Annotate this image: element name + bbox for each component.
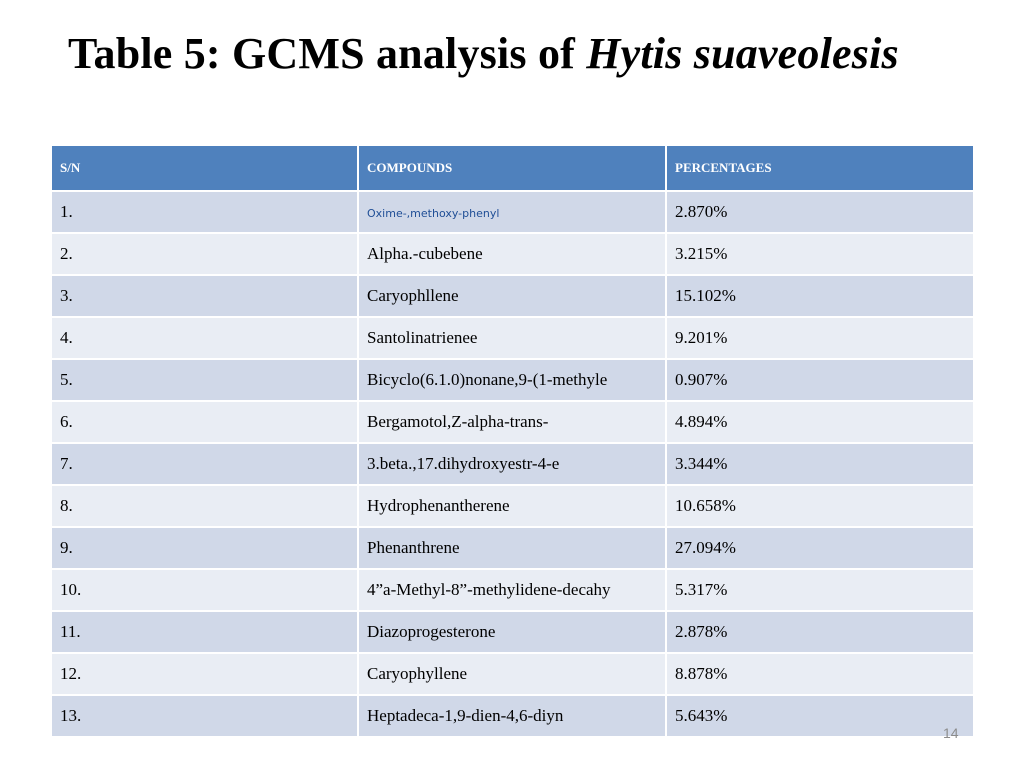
table-row: [51, 359, 974, 401]
compound-name: Diazoprogesterone: [367, 622, 496, 641]
cell-percentage: 2.878%: [666, 611, 974, 653]
page-number: 14: [943, 725, 959, 741]
cell-percentage: 3.344%: [666, 443, 974, 485]
cell-percentage: 0.907%: [666, 359, 974, 401]
cell-percentage: 9.201%: [666, 317, 974, 359]
title-species: Hytis suaveolesis: [586, 29, 899, 78]
compound-name: Caryophllene: [367, 286, 459, 305]
cell-sn: 5.: [51, 359, 358, 401]
cell-compound: [358, 485, 666, 527]
table-row: [51, 485, 974, 527]
cell-compound: [358, 359, 666, 401]
table-row: [51, 527, 974, 569]
table-row: [51, 611, 974, 653]
cell-compound: [358, 401, 666, 443]
cell-percentage: 5.643%: [666, 695, 974, 737]
cell-percentage: 27.094%: [666, 527, 974, 569]
table-row: [51, 275, 974, 317]
cell-sn: 7.: [51, 443, 358, 485]
compound-name: Caryophyllene: [367, 664, 468, 683]
compound-name: Alpha.-cubebene: [367, 244, 483, 263]
cell-percentage: 2.870%: [666, 191, 974, 233]
compound-name: Phenanthrene: [367, 538, 460, 557]
cell-percentage: 15.102%: [666, 275, 974, 317]
title-text: Table 5: GCMS analysis of: [68, 29, 587, 78]
table-row: [51, 569, 974, 611]
compound-name: Santolinatrienee: [367, 328, 478, 347]
cell-compound: [358, 275, 666, 317]
cell-percentage: 8.878%: [666, 653, 974, 695]
cell-sn: 11.: [51, 611, 358, 653]
cell-compound: [358, 611, 666, 653]
table-row: [51, 191, 974, 233]
cell-compound: [358, 569, 666, 611]
cell-compound: [358, 695, 666, 737]
cell-compound: [358, 443, 666, 485]
table-row: [51, 401, 974, 443]
compound-name: Bicyclo(6.1.0)nonane,9-(1-methyle: [367, 370, 608, 389]
compound-name: Hydrophenantherene: [367, 496, 510, 515]
cell-sn: 6.: [51, 401, 358, 443]
slide-title: [68, 28, 899, 79]
cell-sn: 13.: [51, 695, 358, 737]
table-body: [51, 191, 974, 737]
cell-sn: 2.: [51, 233, 358, 275]
cell-sn: 1.: [51, 191, 358, 233]
cell-sn: 3.: [51, 275, 358, 317]
cell-compound: [358, 317, 666, 359]
header-percentages: PERCENTAGES: [666, 145, 974, 191]
cell-sn: 8.: [51, 485, 358, 527]
table-row: [51, 317, 974, 359]
cell-percentage: 4.894%: [666, 401, 974, 443]
compound-name: Bergamotol,Z-alpha-trans-: [367, 412, 549, 431]
table-row: [51, 695, 974, 737]
table-row: [51, 443, 974, 485]
cell-compound: [358, 191, 666, 233]
gcms-table: [50, 144, 975, 738]
cell-compound: [358, 233, 666, 275]
header-sn: S/N: [51, 145, 358, 191]
cell-sn: 9.: [51, 527, 358, 569]
header-compounds: COMPOUNDS: [358, 145, 666, 191]
cell-percentage: 5.317%: [666, 569, 974, 611]
table-row: [51, 653, 974, 695]
table-row: [51, 233, 974, 275]
cell-sn: 4.: [51, 317, 358, 359]
cell-compound: [358, 653, 666, 695]
compound-name: 4”a-Methyl-8”-methylidene-decahy: [367, 580, 611, 599]
cell-percentage: 10.658%: [666, 485, 974, 527]
compound-name: Oxime-,methoxy-phenyl: [367, 207, 500, 220]
compound-name: 3.beta.,17.dihydroxyestr-4-e: [367, 454, 560, 473]
compound-name: Heptadeca-1,9-dien-4,6-diyn: [367, 706, 564, 725]
table-header-row: [51, 145, 974, 191]
cell-compound: [358, 527, 666, 569]
cell-sn: 12.: [51, 653, 358, 695]
cell-percentage: 3.215%: [666, 233, 974, 275]
cell-sn: 10.: [51, 569, 358, 611]
